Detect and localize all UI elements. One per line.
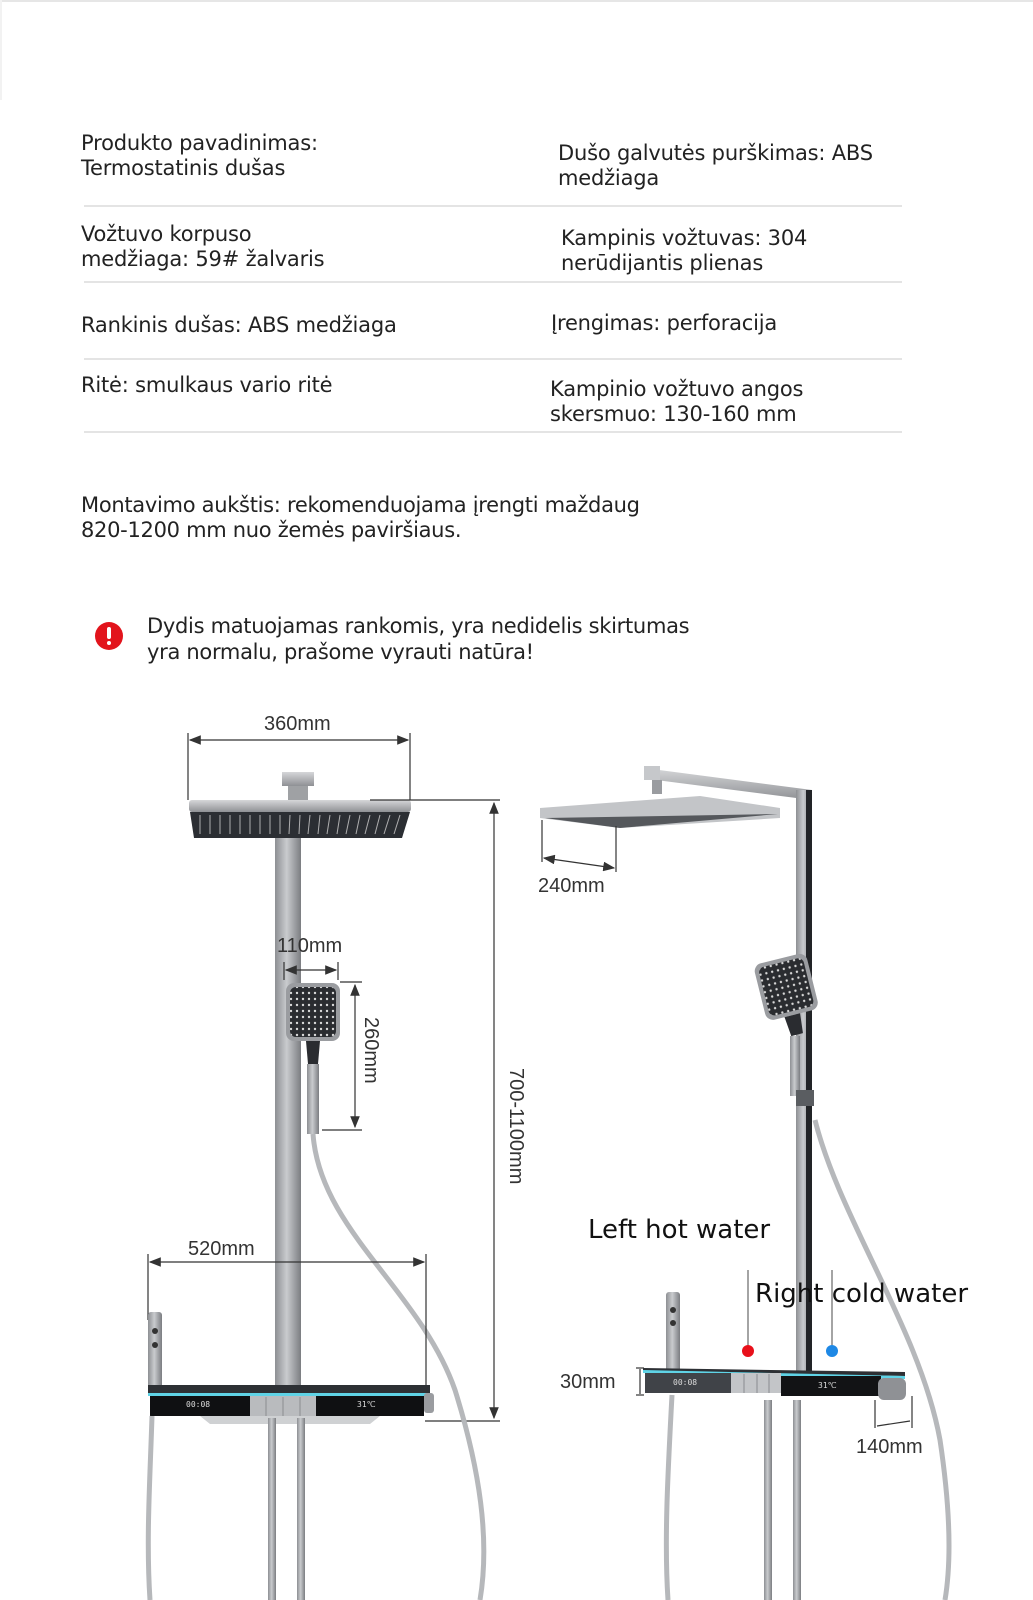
side-control-buttons — [731, 1373, 781, 1393]
hand-shower-handle — [307, 1064, 319, 1134]
front-temp-readout: 31℃ — [357, 1400, 376, 1409]
dim-head-width: 360mm — [264, 713, 331, 735]
arm-elbow — [282, 772, 314, 786]
hot-water-dot — [742, 1345, 754, 1357]
spec-angle-valve — [561, 226, 807, 276]
shelf-glass-edge — [148, 1393, 430, 1396]
side-arm — [644, 768, 812, 800]
spec-text: skersmuo: 130-160 mm — [550, 402, 797, 426]
hand-shower-neck — [306, 1041, 320, 1064]
notice-text: yra normalu, prašome vyrauti natūra! — [147, 640, 534, 664]
sprayer-button — [670, 1320, 676, 1326]
table-divider — [84, 431, 902, 433]
notice-text: Dydis matuojamas rankomis, yra nedidelis skirtumas — [147, 614, 690, 638]
spec-head-spray — [558, 141, 873, 191]
front-timer-readout: 00:08 — [186, 1400, 211, 1409]
spec-text: Termostatinis dušas — [81, 156, 286, 180]
inlet-pipe — [297, 1418, 305, 1600]
dim-shelf-thickness: 30mm — [560, 1371, 616, 1393]
dim-total-height: 700-1100mm — [505, 1068, 527, 1185]
sprayer-button — [152, 1342, 158, 1348]
side-elbow — [644, 766, 660, 780]
side-hose — [815, 1120, 949, 1600]
spec-text: medžiaga — [558, 166, 660, 190]
sprayer-button — [152, 1328, 158, 1334]
dim-shelf-width: 520mm — [188, 1238, 255, 1260]
measurement-notice — [147, 613, 689, 665]
hand-shower-face — [290, 987, 336, 1037]
dim-arrow — [544, 858, 614, 868]
side-inlet-pipe — [793, 1400, 801, 1600]
shelf-knob — [424, 1393, 434, 1413]
side-inlet-pipe — [764, 1400, 772, 1600]
dim-shelf-depth: 140mm — [856, 1436, 923, 1458]
table-divider — [84, 358, 902, 360]
sprayer-button — [670, 1307, 676, 1313]
spec-text: nerūdijantis plienas — [561, 251, 764, 275]
spec-text: Įrengimas: perforacija — [551, 311, 778, 335]
side-knob — [878, 1378, 906, 1400]
rain-head-top — [189, 800, 411, 812]
side-hand-shower — [753, 952, 824, 1041]
arm-connector — [288, 786, 308, 800]
left-edge — [0, 0, 2, 100]
mounting-text: Montavimo aukštis: rekomenduojama įrengti maždaug — [81, 493, 640, 517]
side-holder — [796, 1090, 814, 1106]
cold-water-label: Right cold water — [755, 1279, 969, 1309]
spec-text: Ritė: smulkaus vario ritė — [81, 373, 333, 397]
shelf-bottom — [200, 1416, 380, 1424]
mounting-height-note — [81, 493, 640, 543]
spec-valve-body — [81, 222, 324, 272]
dim-head-depth: 240mm — [538, 875, 605, 897]
table-divider — [84, 205, 902, 207]
shower-column — [275, 838, 301, 1388]
dim-arrow — [877, 1421, 910, 1426]
dim-hand-width: 110mm — [277, 935, 343, 957]
spec-text: Vožtuvo korpuso — [81, 222, 252, 246]
side-timer-readout: 00:08 — [673, 1378, 698, 1387]
side-bidet-sprayer — [666, 1292, 680, 1372]
top-border — [0, 0, 1033, 2]
hot-water-label: Left hot water — [588, 1215, 771, 1245]
shower-hose — [313, 1134, 484, 1600]
exclamation-circle-icon — [95, 622, 123, 650]
inlet-pipe — [268, 1418, 276, 1600]
front-view — [148, 733, 500, 1600]
spec-text: Kampinio vožtuvo angos — [550, 377, 804, 401]
spec-hand-shower — [81, 313, 397, 338]
spec-product-name — [81, 131, 318, 181]
spec-coil — [81, 373, 332, 398]
mounting-text: 820-1200 mm nuo žemės paviršiaus. — [81, 518, 462, 542]
spec-hole-distance — [550, 377, 803, 427]
dim-hand-length: 260mm — [360, 1017, 382, 1084]
spec-text: Dušo galvutės purškimas: ABS — [558, 141, 873, 165]
cold-water-dot — [826, 1345, 838, 1357]
side-sprayer-hose — [666, 1395, 672, 1600]
sprayer-hose — [148, 1416, 152, 1600]
side-temp-readout: 31℃ — [818, 1381, 837, 1390]
table-divider — [84, 281, 902, 283]
side-hand-handle — [790, 1036, 800, 1096]
bidet-sprayer — [148, 1312, 162, 1388]
spec-text: Rankinis dušas: ABS medžiaga — [81, 313, 397, 337]
spec-text: medžiaga: 59# žalvaris — [81, 247, 325, 271]
spec-installation — [551, 311, 777, 336]
spec-text: Produkto pavadinimas: — [81, 131, 318, 155]
side-connector — [652, 780, 662, 794]
spec-text: Kampinis vožtuvas: 304 — [561, 226, 808, 250]
